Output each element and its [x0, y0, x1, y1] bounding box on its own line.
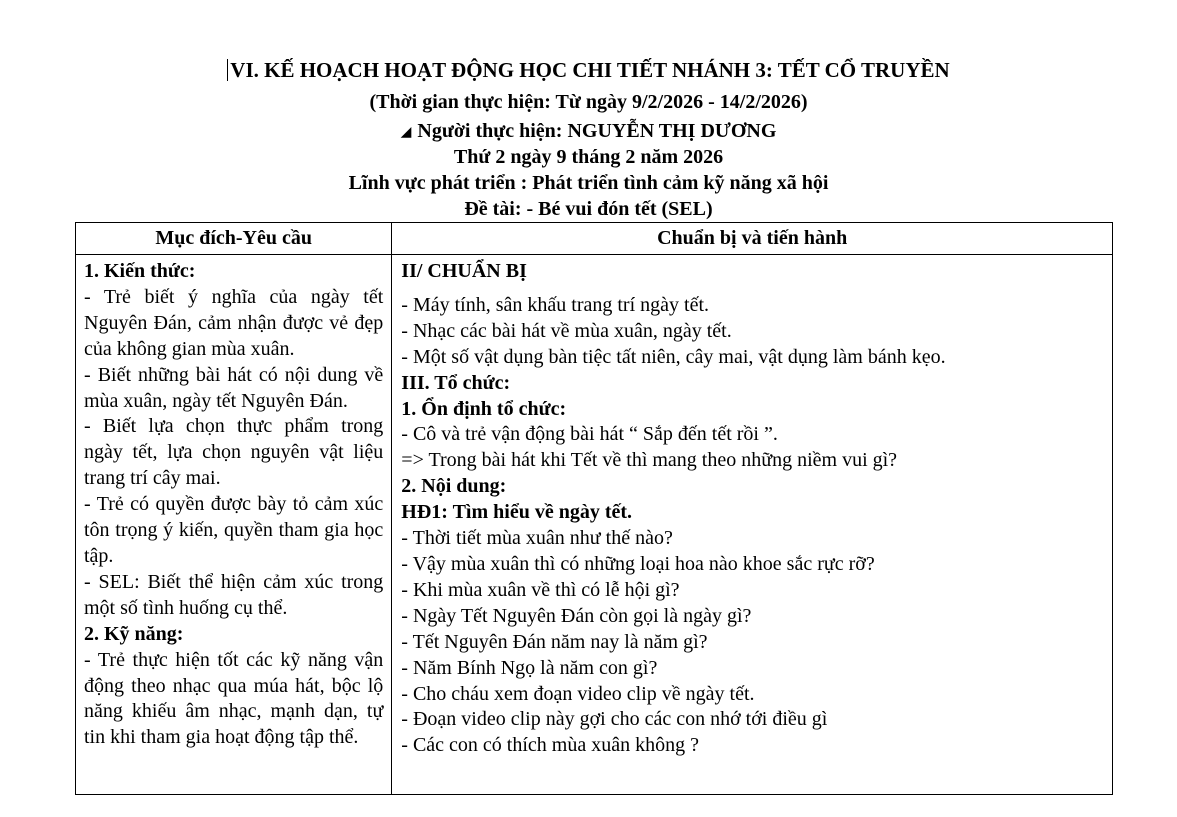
knowledge-item: - Biết lựa chọn thực phẩm trong ngày tết, lựa chọn nguyên vật liệu trang trí cây mai.	[84, 415, 384, 490]
preparation-item: - Một số vật dụng bàn tiệc tất niên, cây mai, vật dụng làm bánh kẹo.	[401, 345, 946, 368]
lesson-date: Thứ 2 ngày 9 tháng 2 năm 2026	[453, 146, 724, 168]
organization-heading: III. Tổ chức:	[401, 371, 511, 394]
knowledge-item: - Trẻ biết ý nghĩa của ngày tết Nguyên Đán, cảm nhận được vẻ đẹp của không gian mùa xuân.	[84, 285, 384, 360]
lesson-plan-table	[75, 222, 1113, 795]
question-item: - Khi mùa xuân về thì có lễ hội gì?	[401, 578, 680, 601]
implementation-time: (Thời gian thực hiện: Từ ngày 9/2/2026 - 14/2/2026)	[369, 91, 808, 113]
question-item: - Tết Nguyên Đán năm nay là năm gì?	[401, 630, 708, 653]
development-field: Lĩnh vực phát triển : Phát triển tình cảm kỹ năng xã hội	[348, 172, 829, 194]
organization-item: => Trong bài hát khi Tết về thì mang theo những niềm vui gì?	[401, 449, 898, 472]
question-item: - Đoạn video clip này gợi cho các con nhớ tới điều gì	[401, 708, 828, 731]
preparation-item: - Nhạc các bài hát về mùa xuân, ngày tết.	[401, 319, 732, 342]
content-heading: 2. Nội dung:	[401, 475, 507, 498]
lesson-topic: Đề tài: - Bé vui đón tết (SEL)	[464, 198, 713, 220]
activity1-heading: HĐ1: Tìm hiểu về ngày tết.	[401, 501, 633, 524]
organization-item: - Cô và trẻ vận động bài hát “ Sắp đến tết rồi ”.	[401, 423, 778, 446]
preparation-cell	[392, 255, 1113, 795]
column-header-objectives: Mục đích-Yêu cầu	[76, 223, 392, 255]
table-body-row	[76, 255, 1113, 795]
performer-line: ◢ Người thực hiện: NGUYỄN THỊ DƯƠNG	[400, 120, 777, 142]
table-header-row	[76, 223, 1113, 255]
question-item: - Cho cháu xem đoạn video clip về ngày tết.	[401, 682, 755, 705]
stabilize-heading: 1. Ổn định tổ chức:	[401, 397, 567, 420]
skills-item: - Trẻ thực hiện tốt các kỹ năng vận động theo nhạc qua múa hát, bộc lộ năng khiếu âm nhạc, mạnh dạn, tự tin khi tham gia hoạt động tập thể.	[84, 648, 384, 749]
objectives-cell	[76, 255, 392, 795]
column-header-preparation: Chuẩn bị và tiến hành	[392, 223, 1113, 255]
question-item: - Vậy mùa xuân thì có những loại hoa nào khoe sắc rực rỡ?	[401, 552, 875, 575]
knowledge-item: - Trẻ có quyền được bày tỏ cảm xúc tôn trọng ý kiến, quyền tham gia học tập.	[84, 493, 384, 567]
text-cursor	[227, 59, 228, 81]
question-item: - Thời tiết mùa xuân như thế nào?	[401, 527, 673, 550]
question-item: - Ngày Tết Nguyên Đán còn gọi là ngày gì?	[401, 604, 752, 627]
knowledge-heading: 1. Kiến thức:	[84, 260, 196, 282]
skills-heading: 2. Kỹ năng:	[84, 622, 184, 645]
question-item: - Năm Bính Ngọ là năm con gì?	[401, 656, 658, 679]
knowledge-item: - SEL: Biết thể hiện cảm xúc trong một số tình huống cụ thể.	[84, 570, 384, 619]
document-title: VI. KẾ HOẠCH HOẠT ĐỘNG HỌC CHI TIẾT NHÁNH 3: TẾT CỔ TRUYỀN	[0, 58, 1177, 82]
triangle-icon: ◢	[400, 125, 412, 140]
knowledge-item: - Biết những bài hát có nội dung về mùa xuân, ngày tết Nguyên Đán.	[84, 363, 384, 412]
preparation-heading: II/ CHUẨN BỊ	[401, 260, 527, 282]
preparation-item: - Máy tính, sân khấu trang trí ngày tết.	[401, 293, 710, 316]
question-item: - Các con có thích mùa xuân không ?	[401, 734, 699, 757]
